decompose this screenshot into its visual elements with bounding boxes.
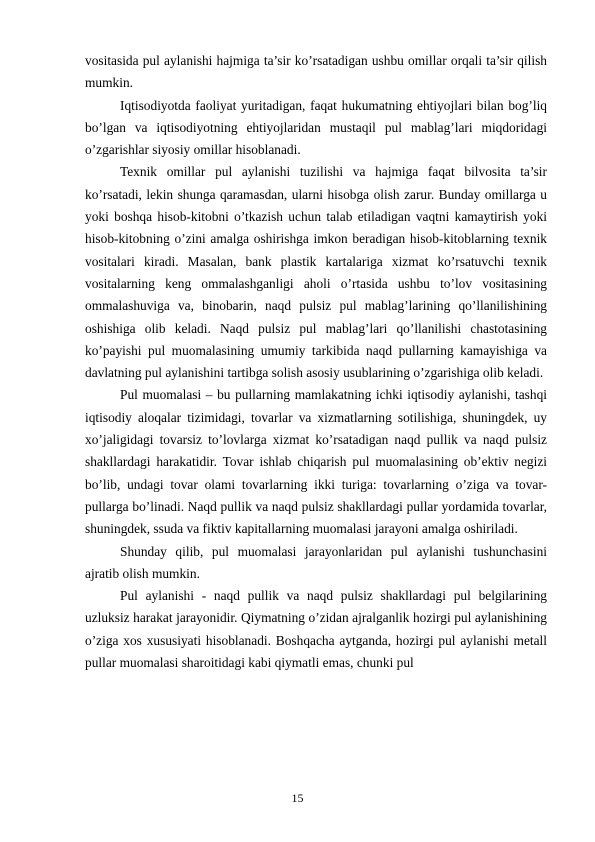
paragraph-money-circulation: Pul muomalasi – bu pullarning mamlakatning ichki iqtisodiy aylanishi, tashqi iqtisodiy aloqalar tizimidagi, tovarlar va xizmatlarning sotilishiga, shuningdek, uy xo’jaligidagi tovarsiz to’lovlarga xizmat ko’rsatadigan naqd pullik va naqd pulsiz shakllardagi harakatidir. Tovar ishlab chiqarish pul muomalasining ob’ektiv negizi bo’lib, undagi tovar olami tovarlarning ikki turiga: tovarlarning o’ziga va tovar-pullarga bo’linadi. Naqd pullik va naqd pulsiz shakllardagi pullar yordamida tovarlar, shuningdek, ssuda va fiktiv kapitallarning muomalasi jarayoni amalga oshiriladi.	[85, 387, 547, 537]
paragraph-political-factors: Iqtisodiyotda faoliyat yuritadigan, faqat hukumatning ehtiyojlari bilan bog’liq bo’lgan va iqtisodiyotning ehtiyojlaridan mustaqil pul mablag’lari miqdoridagi o’zgarishlar siyosiy omillar hisoblanadi.	[85, 97, 547, 158]
paragraph-summary: Shunday qilib, pul muomalasi jarayonlaridan pul aylanishi tushunchasini ajratib olish mumkin.	[85, 543, 547, 581]
paragraph-continued: vositasida pul aylanishi hajmiga ta’sir ko’rsatadigan ushbu omillar orqali ta’sir qilish mumkin.	[85, 53, 547, 91]
page-number: 15	[291, 791, 304, 805]
paragraph-technical-factors: Texnik omillar pul aylanishi tuzilishi va hajmiga faqat bilvosita ta’sir ko’rsatadi, lekin shunga qaramasdan, ularni hisobga olish zarur. Bunday omillarga u yoki boshqa hisob-kitobni o’tkazish uchun talab etiladigan vaqtni kamaytirish yoki hisob-kitobning o’zini amalga oshirishga imkon beradigan hisob-kitoblarning texnik vositalari kiradi. Masalan, bank plastik kartalariga xizmat ko’rsatuvchi texnik vositalarning keng ommalashganligi aholi o’rtasida ushbu to’lov vositasining ommalashuviga va, binobarin, naqd pulsiz pul mablag’larining qo’llanilishining oshishiga olib keladi. Naqd pulsiz pul mablag’lari qo’llanilishi chastotasining ko’payishi pul muomalasining umumiy tarkibida naqd pullarning kamayishiga va davlatning pul aylanishini tartibga solish asosiy usublarining o’zgarishiga olib keladi.	[85, 164, 547, 381]
body-text	[85, 50, 547, 674]
paragraph-money-turnover: Pul aylanishi - naqd pullik va naqd pulsiz shakllardagi pul belgilarining uzluksiz harakat jarayonidir. Qiymatning o’zidan ajralganlik hozirgi pul aylanishining o’ziga xos xususiyati hisoblanadi. Boshqacha aytganda, hozirgi pul aylanishi metall pullar muomalasi sharoitidagi kabi qiymatli emas, chunki pul	[85, 588, 547, 671]
